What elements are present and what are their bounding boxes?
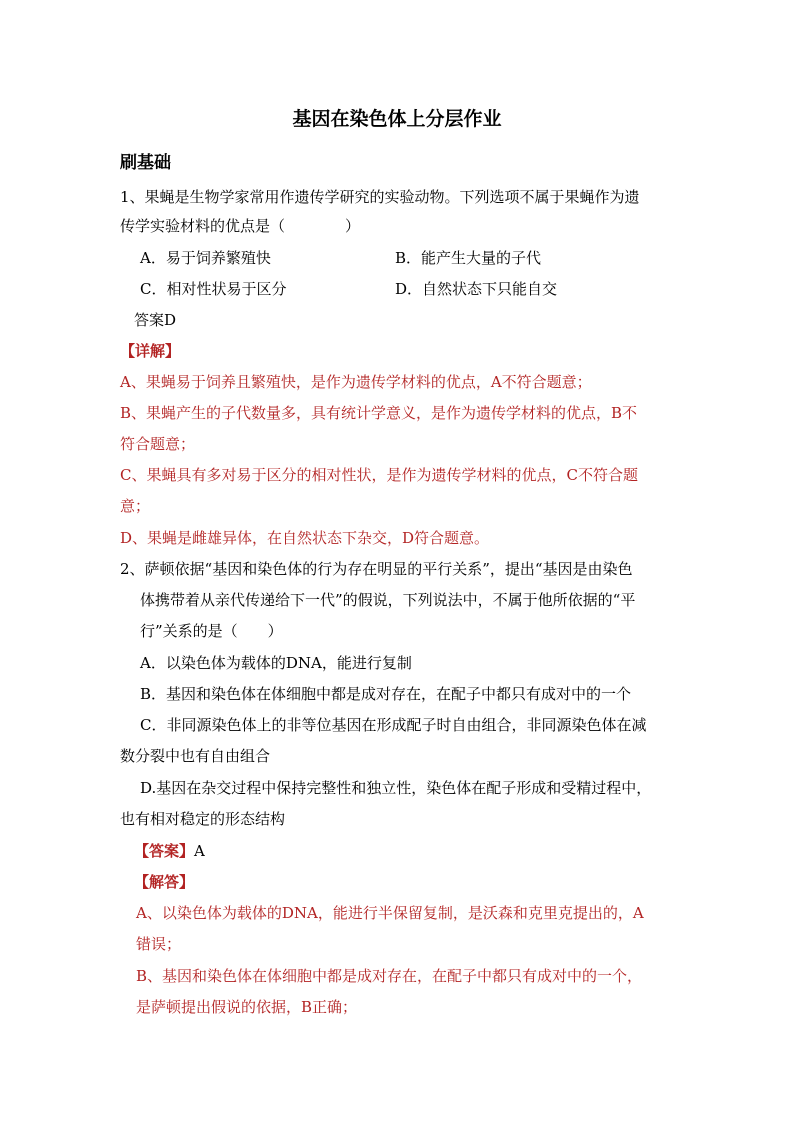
q1-explanation-b-line-2: 符合题意； <box>120 435 196 453</box>
q1-option-b: B．能产生大量的子代 <box>395 249 542 267</box>
q2-stem-line-3: 行”关系的是（ ） <box>140 622 283 640</box>
document-title: 基因在染色体上分层作业 <box>292 108 502 130</box>
q2-option-c-line-2: 数分裂中也有自由组合 <box>120 747 271 765</box>
q2-option-d-line-2: 也有相对稳定的形态结构 <box>120 810 286 828</box>
q2-jieda-label: 【解答】 <box>134 873 195 891</box>
q1-option-a: A．易于饲养繁殖快 <box>140 249 271 267</box>
q2-stem-line-1: 2、萨顿依据“基因和染色体的行为存在明显的平行关系”，提出“基因是由染色 <box>120 560 633 578</box>
q1-explanation-c-line-1: C、果蝇具有多对易于区分的相对性状，是作为遗传学材料的优点，C不符合题 <box>120 466 638 484</box>
q1-explanation-a: A、果蝇易于饲养且繁殖快，是作为遗传学材料的优点，A不符合题意； <box>120 373 592 391</box>
q2-answer-value: A <box>194 842 205 860</box>
q1-stem-line-1: 1、果蝇是生物学家常用作遗传学研究的实验动物。下列选项不属于果蝇作为遗 <box>120 188 640 206</box>
q2-explanation-b-line-2: 是萨顿提出假说的依据，B正确； <box>136 998 358 1016</box>
q2-explanation-a-line-2: 错误； <box>136 935 182 953</box>
section-heading: 刷基础 <box>120 153 171 173</box>
q2-option-d-line-1: D.基因在杂交过程中保持完整性和独立性，染色体在配子形成和受精过程中， <box>140 779 652 797</box>
q2-explanation-a-line-1: A、以染色体为载体的DNA，能进行半保留复制，是沃森和克里克提出的，A <box>136 904 644 922</box>
q2-answer-label: 【答案】 <box>134 842 195 860</box>
q1-option-d: D．自然状态下只能自交 <box>395 280 558 298</box>
q1-option-c: C．相对性状易于区分 <box>140 280 287 298</box>
q2-stem-line-2: 体携带着从亲代传递给下一代”的假说，下列说法中，不属于他所依据的“平 <box>140 591 636 609</box>
q2-explanation-b-line-1: B、基因和染色体在体细胞中都是成对存在，在配子中都只有成对中的一个， <box>136 967 643 985</box>
q1-detail-label: 【详解】 <box>120 342 181 360</box>
q1-explanation-d: D、果蝇是雌雄异体，在自然状态下杂交，D符合题意。 <box>120 529 490 547</box>
q2-option-c-line-1: C．非同源染色体上的非等位基因在形成配子时自由组合，非同源染色体在减 <box>140 716 647 734</box>
q2-option-b: B．基因和染色体在体细胞中都是成对存在，在配子中都只有成对中的一个 <box>140 685 632 703</box>
q1-explanation-b-line-1: B、果蝇产生的子代数量多，具有统计学意义，是作为遗传学材料的优点，B不 <box>120 404 638 422</box>
q1-explanation-c-line-2: 意； <box>120 497 151 515</box>
q1-answer: 答案D <box>134 311 177 329</box>
q2-answer <box>134 841 205 861</box>
q1-stem-line-2: 传学实验材料的优点是（ ） <box>120 217 361 235</box>
q2-option-a: A．以染色体为载体的DNA，能进行复制 <box>140 654 412 672</box>
